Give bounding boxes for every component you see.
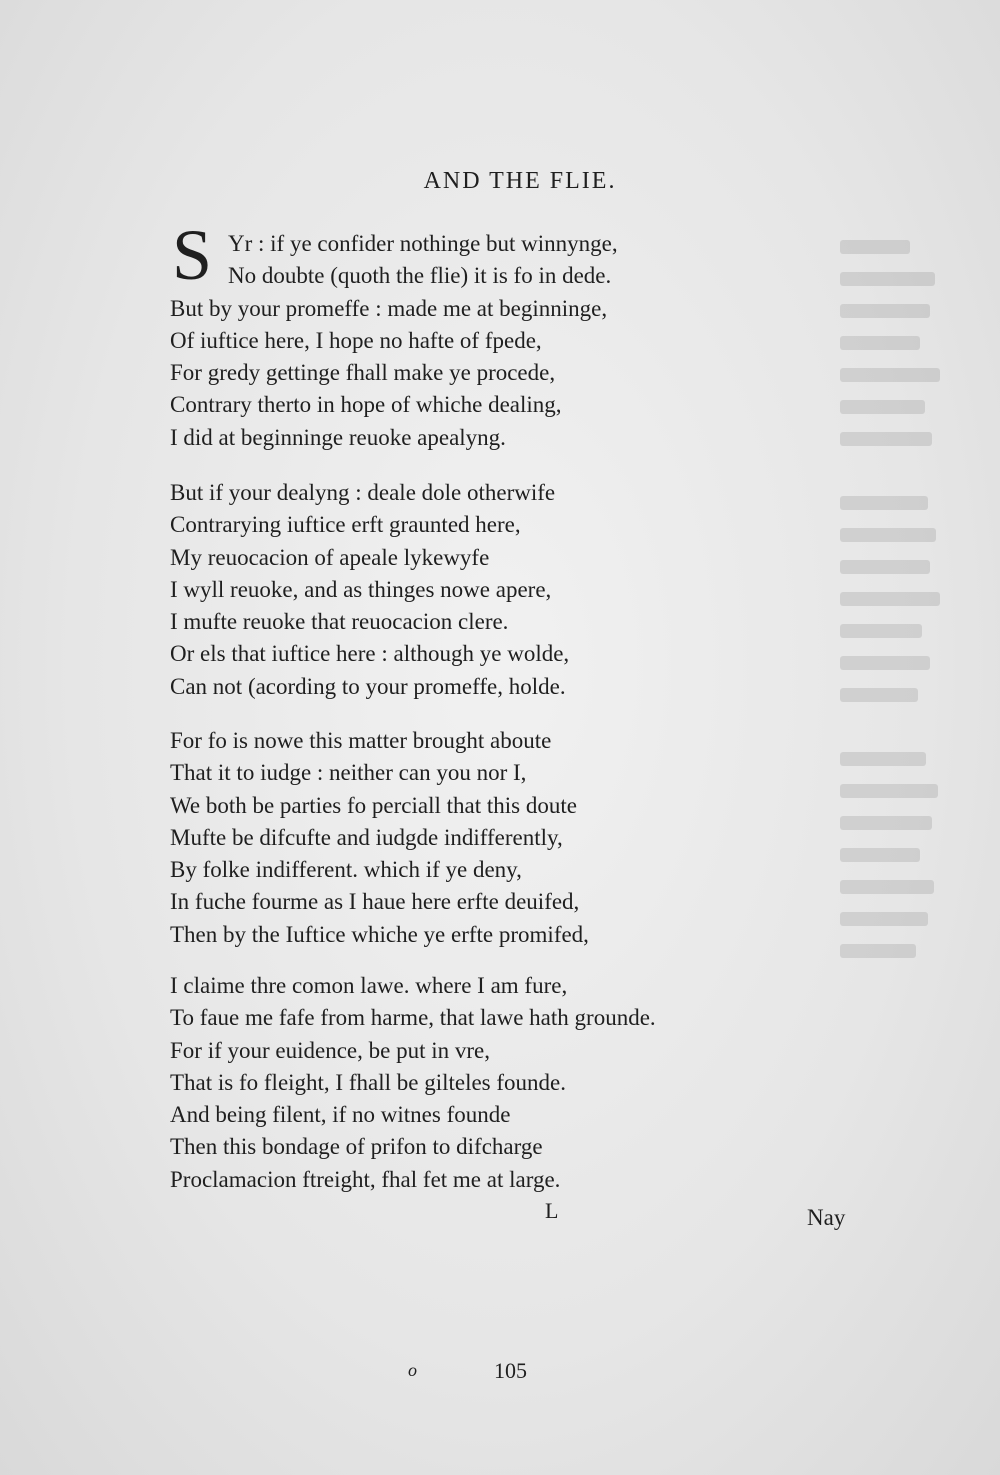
verse-line: Of iuftice here, I hope no hafte of fpede, [170, 327, 542, 353]
verse-line: Or els that iuftice here : although ye wolde, [170, 641, 570, 667]
verse-line: My reuocacion of apeale lykewyfe [170, 544, 490, 570]
stanza-2 [170, 477, 810, 703]
marginal-mark: o [408, 1360, 417, 1380]
verse-line: In fuche fourme as I haue here erfte deuifed, [170, 889, 580, 915]
verse-line: No doubte (quoth the flie) it is fo in dede. [228, 263, 612, 289]
verse-line: I claime thre comon lawe. where I am fure, [170, 973, 568, 998]
verse-line: Can not (acording to your promeffe, holde. [170, 673, 566, 699]
verse-line: But by your promeffe : made me at beginninge, [170, 295, 608, 321]
page-heading: AND THE FLIE. [423, 168, 617, 194]
verse-line: I did at beginninge reuoke apealyng. [170, 424, 506, 450]
drop-cap: S [172, 215, 213, 295]
page-number: 105 [494, 1358, 527, 1383]
verse-line: Yr : if ye confider nothinge but winnynge, [228, 231, 618, 256]
show-through-text [840, 230, 1000, 1230]
verse-line: Then this bondage of prifon to difcharge [170, 1134, 543, 1160]
verse-line: Contrary therto in hope of whiche dealing, [170, 392, 562, 418]
verse-line: For gredy gettinge fhall make ye procede, [170, 360, 556, 386]
stanza-1 [170, 228, 810, 454]
signature-mark: L [545, 1198, 559, 1223]
verse-line: Contrarying iuftice erft graunted here, [170, 512, 521, 538]
verse-line: Proclamacion ftreight, fhal fet me at large. [170, 1166, 561, 1192]
verse-line: By folke indifferent. which if ye deny, [170, 857, 522, 883]
verse-line: We both be parties fo perciall that this doute [170, 792, 577, 818]
verse-line: I mufte reuoke that reuocacion clere. [170, 609, 509, 635]
verse-line: But if your dealyng : deale dole otherwife [170, 480, 556, 505]
verse-line: And being filent, if no witnes founde [170, 1102, 511, 1128]
stanza-4 [170, 970, 810, 1196]
verse-line: That it to iudge : neither can you nor I, [170, 760, 527, 786]
verse-line: That is fo fleight, I fhall be gilteles founde. [170, 1069, 566, 1095]
verse-line: For fo is nowe this matter brought aboute [170, 728, 552, 753]
verse-line: Mufte be difcufte and iudgde indifferently, [170, 824, 563, 850]
stanza-3 [170, 725, 810, 951]
verse-line: For if your euidence, be put in vre, [170, 1037, 490, 1063]
verse-line: To faue me fafe from harme, that lawe hath grounde. [170, 1005, 656, 1031]
verse-line: I wyll reuoke, and as thinges nowe apere, [170, 576, 552, 602]
verse-line: Then by the Iuftice whiche ye erfte promifed, [170, 921, 589, 947]
catchword: Nay [807, 1205, 846, 1230]
